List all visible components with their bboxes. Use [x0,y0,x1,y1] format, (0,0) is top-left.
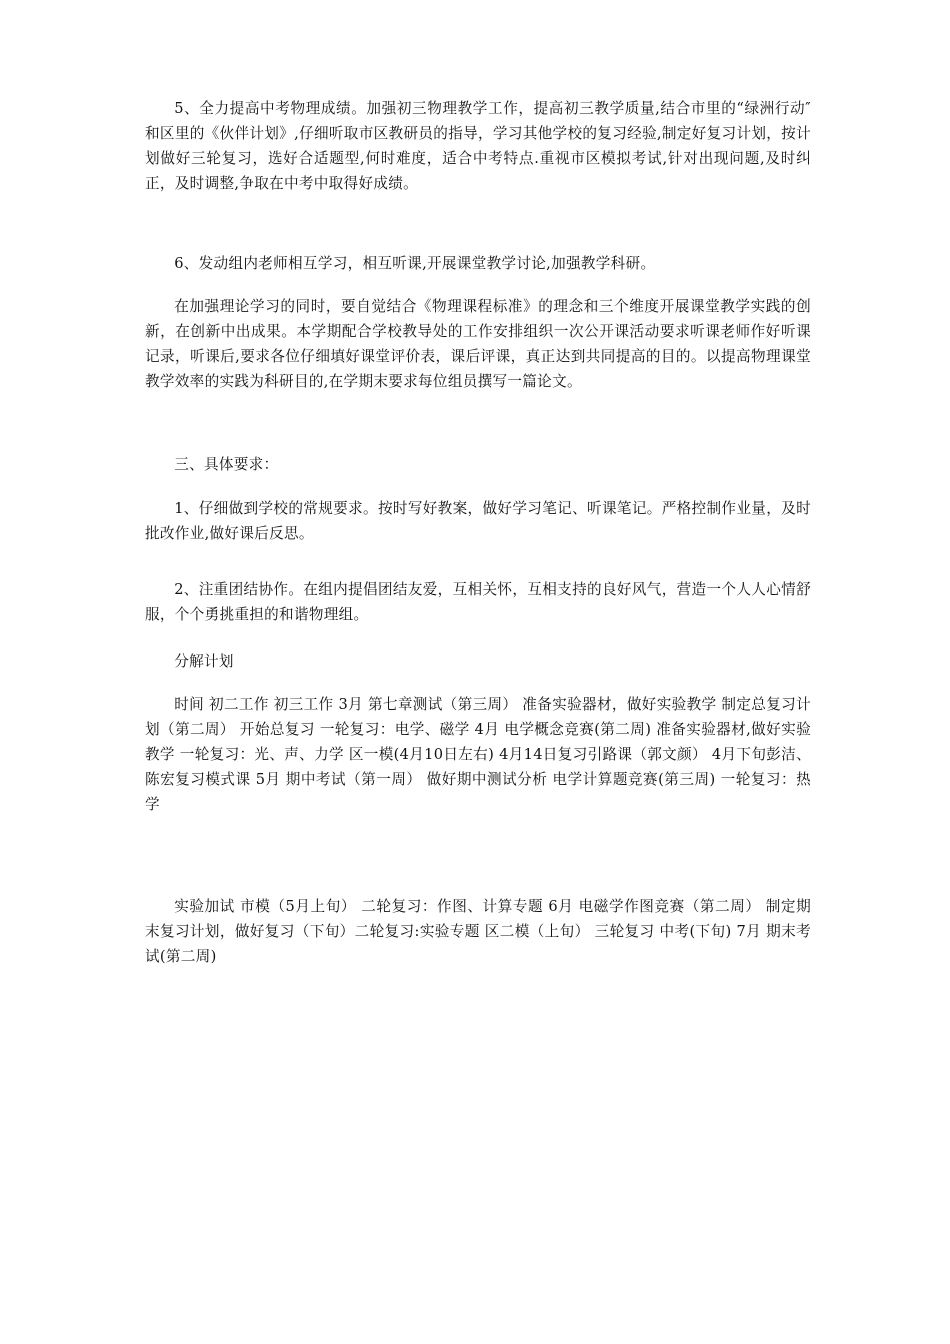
paragraph-theory-study: 在加强理论学习的同时，要自觉结合《物理课程标准》的理念和三个维度开展课堂教学实践的创新，在创新中出成果。本学期配合学校教导处的工作安排组织一次公开课活动要求听课老师作好听课记录，听课后,要求各位仔细填好课堂评价表，课后评课，真正达到共同提高的目的。以提高物理课堂教学效率的实践为科研目的,在学期末要求每位组员撰写一篇论文。 [145,298,811,390]
paragraph-schedule-part-2: 实验加试 市模（5月上旬） 二轮复习：作图、计算专题 6月 电磁学作图竞赛（第二周） 制定期末复习计划，做好复习（下旬）二轮复习:实验专题 区二模（上旬） 三轮复习 中考(下旬) 7月 期末考试(第二周) [145,898,811,965]
paragraph-schedule-part-1: 时间 初二工作 初三工作 3月 第七章测试（第三周） 准备实验器材，做好实验教学 制定总复习计划（第二周） 开始总复习 一轮复习：电学、磁学 4月 电学概念竞赛(第二周) 准备实验器材,做好实验教学 一轮复习：光、声、力学 区一模(4月10日左右) 4月14日复习引路课（郭文颜） 4月下旬彭洁、陈宏复习模式课 5月 期中考试（第一周） 做好期中测试分析 电学计算题竞赛(第三周) 一轮复习：热学 [145,696,811,813]
paragraph-routine-requirements: 1、仔细做到学校的常规要求。按时写好教案，做好学习笔记、听课笔记。严格控制作业量，及时批改作业,做好课后反思。 [145,500,811,542]
paragraph-mutual-learning: 6、发动组内老师相互学习，相互听课,开展课堂教学讨论,加强教学科研。 [174,255,656,272]
section-heading-breakdown-plan: 分解计划 [174,653,234,670]
section-heading-requirements: 三、具体要求： [174,456,279,473]
paragraph-improve-exam-scores: 5、全力提高中考物理成绩。加强初三物理教学工作，提高初三教学质量,结合市里的“绿洲行动″和区里的《伙伴计划》,仔细听取市区教研员的指导，学习其他学校的复习经验,制定好复习计划，按计划做好三轮复习，选好合适题型,何时难度，适合中考特点.重视市区模拟考试,针对出现问题,及时纠正，及时调整,争取在中考中取得好成绩。 [145,100,811,192]
paragraph-teamwork: 2、注重团结协作。在组内提倡团结友爱，互相关怀，互相支持的良好风气，营造一个人人心情舒服，个个勇挑重担的和谐物理组。 [145,581,811,623]
